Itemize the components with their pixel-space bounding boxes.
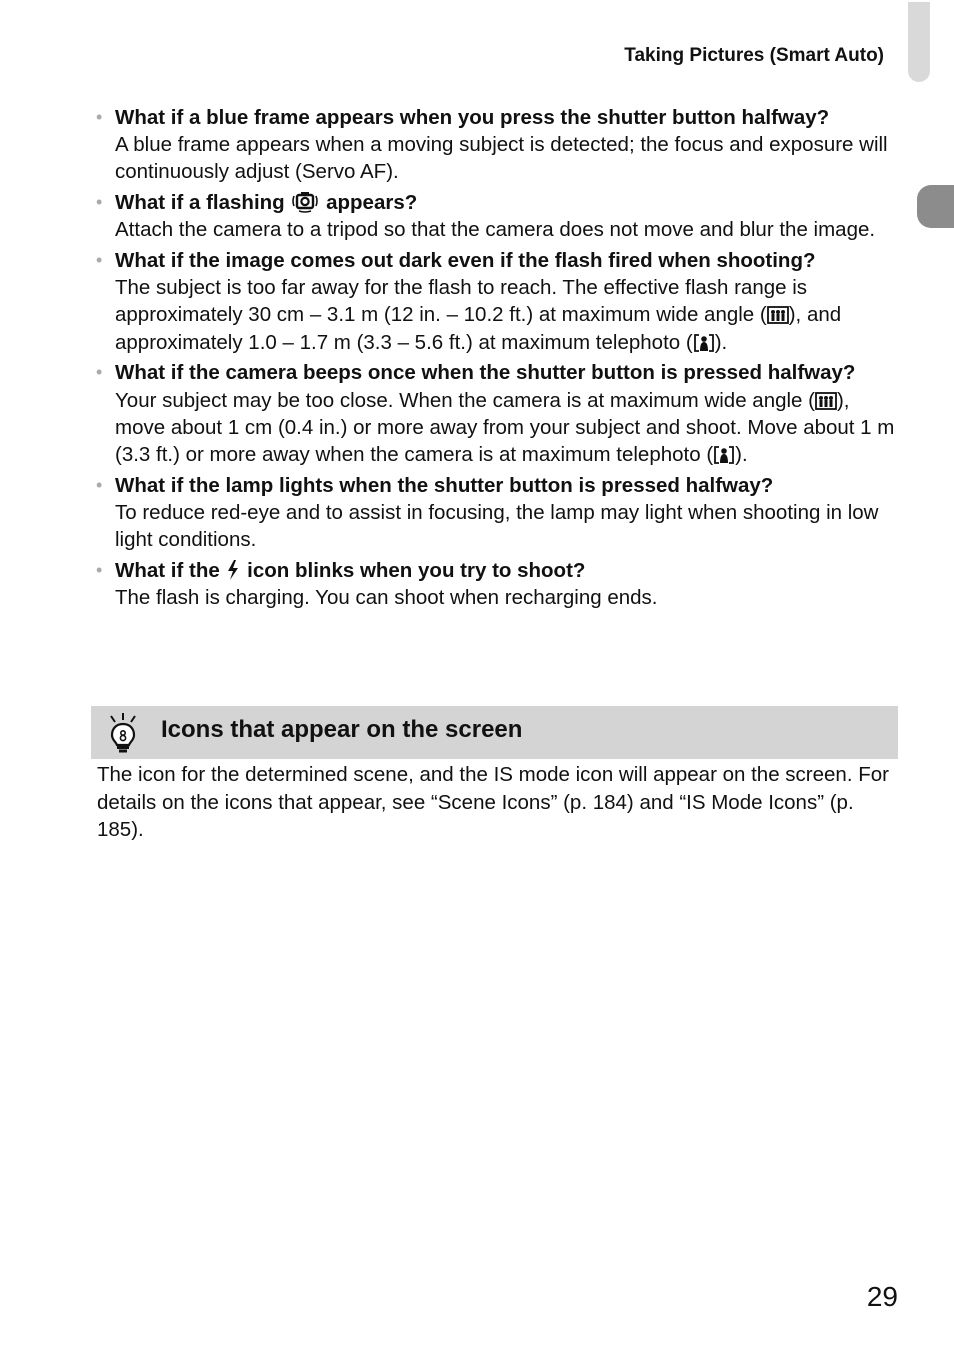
tip-title: Icons that appear on the screen xyxy=(161,716,523,743)
faq-item xyxy=(115,557,905,611)
telephoto-icon xyxy=(713,445,735,465)
chapter-tab-top xyxy=(908,2,930,82)
faq-question: What if the camera beeps once when the shutter button is pressed halfway? xyxy=(115,361,856,385)
wide-angle-icon xyxy=(815,391,837,411)
faq-answer: Your subject may be too close. When the camera is at maximum wide angle ( ), move about 1 cm (0.4 in.) or more away from your subject and shoot. Move about 1 m (3.3 ft.) or more away when the camera is at maximum telephoto ( ). xyxy=(115,388,895,466)
telephoto-icon xyxy=(693,333,715,353)
camera-shake-icon xyxy=(290,189,320,213)
page-number: 29 xyxy=(866,1281,898,1312)
faq-answer: A blue frame appears when a moving subject is detected; the focus and exposure will continuously adjust (Servo AF). xyxy=(115,133,888,184)
faq-list xyxy=(115,104,905,615)
chapter-tab-marker xyxy=(917,185,954,228)
running-header: Taking Pictures (Smart Auto) xyxy=(624,45,884,66)
faq-answer: The subject is too far away for the flash to reach. The effective flash range is approximately 30 cm – 3.1 m (12 in. – 10.2 ft.) at maximum wide angle ( ), and approximately 1.0 – 1.7 m (3.3 – 5.6 ft.) at maximum telephoto ( ). xyxy=(115,276,842,354)
faq-item xyxy=(115,472,905,554)
lightbulb-icon xyxy=(105,711,141,755)
faq-question: What if the icon blinks when you try to shoot? xyxy=(115,558,586,582)
faq-item xyxy=(115,189,905,243)
faq-question: What if a blue frame appears when you press the shutter button halfway? xyxy=(115,106,830,129)
tip-body: The icon for the determined scene, and the IS mode icon will appear on the screen. For details on the icons that appear, see “Scene Icons” (p. 184) and “IS Mode Icons” (p. 185). xyxy=(97,763,889,841)
faq-answer: To reduce red-eye and to assist in focusing, the lamp may light when shooting in low light conditions. xyxy=(115,500,879,552)
faq-question: What if the image comes out dark even if the flash fired when shooting? xyxy=(115,249,816,273)
faq-answer: The flash is charging. You can shoot when recharging ends. xyxy=(115,585,658,609)
flash-icon xyxy=(225,559,241,581)
faq-item xyxy=(115,247,905,356)
faq-question: What if a flashing appears? xyxy=(115,191,418,215)
faq-answer: Attach the camera to a tripod so that the camera does not move and blur the image. xyxy=(115,218,876,242)
faq-item xyxy=(115,359,905,468)
faq-item xyxy=(115,104,905,186)
faq-question: What if the lamp lights when the shutter button is pressed halfway? xyxy=(115,473,774,497)
tip-header xyxy=(91,706,898,759)
wide-angle-icon xyxy=(767,305,789,325)
